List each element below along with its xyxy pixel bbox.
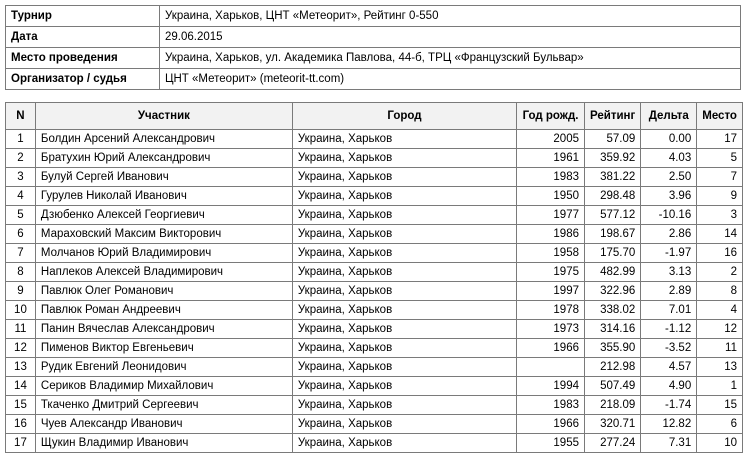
cell-participant: Наплеков Алексей Владимирович <box>35 263 292 282</box>
cell-participant: Братухин Юрий Александрович <box>35 149 292 168</box>
cell-n: 9 <box>6 282 36 301</box>
cell-birth-year: 1966 <box>517 339 585 358</box>
cell-place: 15 <box>697 396 743 415</box>
cell-rating: 577.12 <box>585 206 641 225</box>
cell-city: Украина, Харьков <box>292 282 516 301</box>
cell-place: 9 <box>697 187 743 206</box>
cell-city: Украина, Харьков <box>292 339 516 358</box>
cell-n: 17 <box>6 434 36 453</box>
col-header-birth-year: Год рожд. <box>517 103 585 130</box>
results-table <box>5 102 743 453</box>
cell-birth-year: 2005 <box>517 130 585 149</box>
cell-city: Украина, Харьков <box>292 377 516 396</box>
cell-rating: 212.98 <box>585 358 641 377</box>
cell-city: Украина, Харьков <box>292 320 516 339</box>
cell-delta: -1.97 <box>641 244 697 263</box>
cell-rating: 507.49 <box>585 377 641 396</box>
cell-participant: Чуев Александр Иванович <box>35 415 292 434</box>
cell-participant: Молчанов Юрий Владимирович <box>35 244 292 263</box>
cell-rating: 320.71 <box>585 415 641 434</box>
cell-rating: 482.99 <box>585 263 641 282</box>
cell-city: Украина, Харьков <box>292 225 516 244</box>
table-row <box>6 168 743 187</box>
cell-delta: 2.86 <box>641 225 697 244</box>
cell-birth-year: 1983 <box>517 396 585 415</box>
cell-n: 12 <box>6 339 36 358</box>
info-label: Дата <box>6 27 160 48</box>
cell-participant: Павлюк Роман Андреевич <box>35 301 292 320</box>
info-value: ЦНТ «Метеорит» (meteorit-tt.com) <box>160 69 741 90</box>
col-header-n: N <box>6 103 36 130</box>
info-row-tournament <box>6 6 741 27</box>
cell-city: Украина, Харьков <box>292 187 516 206</box>
cell-n: 2 <box>6 149 36 168</box>
table-row <box>6 130 743 149</box>
info-value: 29.06.2015 <box>160 27 741 48</box>
cell-participant: Болдин Арсений Александрович <box>35 130 292 149</box>
cell-birth-year: 1950 <box>517 187 585 206</box>
col-header-delta: Дельта <box>641 103 697 130</box>
cell-participant: Булуй Сергей Иванович <box>35 168 292 187</box>
cell-rating: 381.22 <box>585 168 641 187</box>
table-row <box>6 263 743 282</box>
info-label: Место проведения <box>6 48 160 69</box>
cell-delta: 4.57 <box>641 358 697 377</box>
cell-place: 4 <box>697 301 743 320</box>
cell-rating: 355.90 <box>585 339 641 358</box>
cell-delta: 4.90 <box>641 377 697 396</box>
cell-participant: Пименов Виктор Евгеньевич <box>35 339 292 358</box>
table-row <box>6 206 743 225</box>
cell-place: 17 <box>697 130 743 149</box>
table-row <box>6 396 743 415</box>
cell-rating: 338.02 <box>585 301 641 320</box>
cell-birth-year: 1978 <box>517 301 585 320</box>
info-label: Организатор / судья <box>6 69 160 90</box>
cell-place: 8 <box>697 282 743 301</box>
table-row <box>6 339 743 358</box>
cell-birth-year: 1977 <box>517 206 585 225</box>
table-row <box>6 377 743 396</box>
cell-delta: -3.52 <box>641 339 697 358</box>
cell-city: Украина, Харьков <box>292 130 516 149</box>
cell-delta: 3.96 <box>641 187 697 206</box>
info-label: Турнир <box>6 6 160 27</box>
cell-n: 13 <box>6 358 36 377</box>
cell-birth-year: 1958 <box>517 244 585 263</box>
cell-city: Украина, Харьков <box>292 206 516 225</box>
table-row <box>6 415 743 434</box>
cell-place: 11 <box>697 339 743 358</box>
cell-rating: 359.92 <box>585 149 641 168</box>
info-row-venue <box>6 48 741 69</box>
col-header-rating: Рейтинг <box>585 103 641 130</box>
cell-n: 3 <box>6 168 36 187</box>
cell-delta: -1.12 <box>641 320 697 339</box>
cell-rating: 314.16 <box>585 320 641 339</box>
cell-delta: -10.16 <box>641 206 697 225</box>
cell-place: 1 <box>697 377 743 396</box>
info-value: Украина, Харьков, ул. Академика Павлова, 44-б, ТРЦ «Французский Бульвар» <box>160 48 741 69</box>
cell-n: 11 <box>6 320 36 339</box>
cell-birth-year: 1983 <box>517 168 585 187</box>
cell-rating: 57.09 <box>585 130 641 149</box>
cell-birth-year: 1973 <box>517 320 585 339</box>
cell-delta: 2.50 <box>641 168 697 187</box>
cell-rating: 322.96 <box>585 282 641 301</box>
cell-city: Украина, Харьков <box>292 168 516 187</box>
results-body <box>6 130 743 453</box>
cell-delta: 0.00 <box>641 130 697 149</box>
table-row <box>6 225 743 244</box>
table-row <box>6 358 743 377</box>
cell-birth-year: 1961 <box>517 149 585 168</box>
table-row <box>6 244 743 263</box>
cell-n: 14 <box>6 377 36 396</box>
cell-place: 13 <box>697 358 743 377</box>
header-row <box>6 103 743 130</box>
cell-city: Украина, Харьков <box>292 434 516 453</box>
table-row <box>6 434 743 453</box>
cell-birth-year <box>517 358 585 377</box>
cell-delta: 7.31 <box>641 434 697 453</box>
info-row-organizer <box>6 69 741 90</box>
cell-place: 3 <box>697 206 743 225</box>
cell-participant: Щукин Владимир Иванович <box>35 434 292 453</box>
cell-n: 16 <box>6 415 36 434</box>
cell-place: 6 <box>697 415 743 434</box>
cell-birth-year: 1994 <box>517 377 585 396</box>
col-header-city: Город <box>292 103 516 130</box>
cell-place: 7 <box>697 168 743 187</box>
tournament-info-table <box>5 5 741 90</box>
cell-participant: Мараховский Максим Викторович <box>35 225 292 244</box>
table-row <box>6 187 743 206</box>
cell-participant: Панин Вячеслав Александрович <box>35 320 292 339</box>
cell-place: 12 <box>697 320 743 339</box>
col-header-place: Место <box>697 103 743 130</box>
cell-city: Украина, Харьков <box>292 415 516 434</box>
cell-birth-year: 1966 <box>517 415 585 434</box>
table-row <box>6 149 743 168</box>
cell-participant: Дзюбенко Алексей Георгиевич <box>35 206 292 225</box>
cell-place: 2 <box>697 263 743 282</box>
cell-birth-year: 1986 <box>517 225 585 244</box>
cell-city: Украина, Харьков <box>292 301 516 320</box>
cell-place: 14 <box>697 225 743 244</box>
cell-city: Украина, Харьков <box>292 244 516 263</box>
cell-delta: 3.13 <box>641 263 697 282</box>
table-row <box>6 320 743 339</box>
cell-city: Украина, Харьков <box>292 396 516 415</box>
cell-rating: 277.24 <box>585 434 641 453</box>
cell-n: 8 <box>6 263 36 282</box>
col-header-participant: Участник <box>35 103 292 130</box>
cell-birth-year: 1997 <box>517 282 585 301</box>
cell-rating: 198.67 <box>585 225 641 244</box>
cell-participant: Гурулев Николай Иванович <box>35 187 292 206</box>
cell-n: 5 <box>6 206 36 225</box>
info-value: Украина, Харьков, ЦНТ «Метеорит», Рейтинг 0-550 <box>160 6 741 27</box>
cell-participant: Ткаченко Дмитрий Сергеевич <box>35 396 292 415</box>
table-row <box>6 282 743 301</box>
cell-place: 5 <box>697 149 743 168</box>
cell-participant: Сериков Владимир Михайлович <box>35 377 292 396</box>
cell-birth-year: 1975 <box>517 263 585 282</box>
cell-participant: Рудик Евгений Леонидович <box>35 358 292 377</box>
cell-delta: 4.03 <box>641 149 697 168</box>
cell-city: Украина, Харьков <box>292 263 516 282</box>
cell-delta: 2.89 <box>641 282 697 301</box>
cell-birth-year: 1955 <box>517 434 585 453</box>
cell-rating: 175.70 <box>585 244 641 263</box>
cell-rating: 298.48 <box>585 187 641 206</box>
table-row <box>6 301 743 320</box>
info-row-date <box>6 27 741 48</box>
cell-n: 15 <box>6 396 36 415</box>
cell-delta: 12.82 <box>641 415 697 434</box>
cell-n: 6 <box>6 225 36 244</box>
cell-delta: 7.01 <box>641 301 697 320</box>
cell-participant: Павлюк Олег Романович <box>35 282 292 301</box>
cell-city: Украина, Харьков <box>292 358 516 377</box>
cell-place: 10 <box>697 434 743 453</box>
cell-delta: -1.74 <box>641 396 697 415</box>
cell-n: 1 <box>6 130 36 149</box>
cell-n: 7 <box>6 244 36 263</box>
cell-n: 10 <box>6 301 36 320</box>
cell-city: Украина, Харьков <box>292 149 516 168</box>
cell-rating: 218.09 <box>585 396 641 415</box>
cell-place: 16 <box>697 244 743 263</box>
cell-n: 4 <box>6 187 36 206</box>
